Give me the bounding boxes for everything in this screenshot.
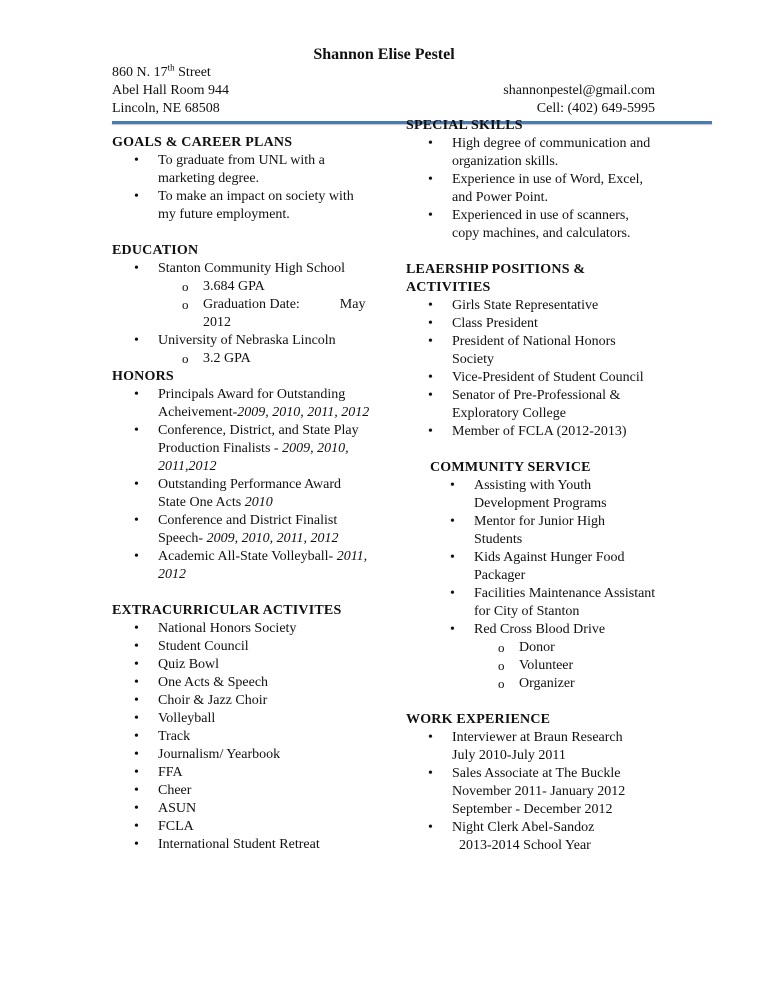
list-item: • University of Nebraska Lincoln (112, 332, 372, 350)
list-item: • Night Clerk Abel-Sandoz 2013-2014 School Year (406, 819, 656, 855)
address-line-city: Lincoln, NE 68508 (112, 101, 220, 116)
list-item: • National Honors Society (112, 620, 372, 638)
list-subitem: o 3.684 GPA (112, 278, 372, 296)
address-line-hall: Abel Hall Room 944 (112, 83, 230, 98)
list-item: • Girls State Representative (406, 297, 656, 315)
education-list (112, 260, 372, 368)
list-item: • Vice-President of Student Council (406, 369, 656, 387)
list-subitem: o Organizer (406, 675, 656, 693)
list-item: • Student Council (112, 638, 372, 656)
list-item: • One Acts & Speech (112, 674, 372, 692)
list-subitem: o 3.2 GPA (112, 350, 372, 368)
list-item: • To graduate from UNL with a marketing degree. (112, 152, 372, 188)
list-item: • High degree of communication and organization skills. (406, 135, 656, 171)
list-item: • Experienced in use of scanners, copy machines, and calculators. (406, 207, 656, 243)
address-block (112, 64, 229, 118)
list-item: • Track (112, 728, 372, 746)
extracurricular-list (112, 620, 372, 854)
list-item: • Conference and District Finalist Speech- 2009, 2010, 2011, 2012 (112, 512, 372, 548)
list-item: • Journalism/ Yearbook (112, 746, 372, 764)
list-item: • Principals Award for Outstanding Acheivement-2009, 2010, 2011, 2012 (112, 386, 372, 422)
skills-list (406, 135, 656, 243)
address-line-street: 860 N. 17th Street (112, 62, 211, 80)
section-heading-honors: HONORS (112, 369, 174, 384)
section-heading-leadership: LEAERSHIP POSITIONS & (406, 262, 586, 277)
section-heading-extracurricular: EXTRACURRICULAR ACTIVITES (112, 603, 342, 618)
resume-name: Shannon Elise Pestel (313, 46, 455, 63)
section-heading-goals: GOALS & CAREER PLANS (112, 135, 293, 150)
list-item: • Sales Associate at The Buckle November 2011- January 2012 September - December 2012 (406, 765, 656, 819)
list-item: • To make an impact on society with my future employment. (112, 188, 372, 224)
section-heading-skills: SPECIAL SKILLS (406, 118, 523, 133)
list-item: • International Student Retreat (112, 836, 372, 854)
section-heading-work: WORK EXPERIENCE (406, 712, 551, 727)
list-item: • Volleyball (112, 710, 372, 728)
honors-list (112, 386, 372, 584)
community-list (406, 477, 656, 693)
list-item: • Member of FCLA (2012-2013) (406, 423, 656, 441)
email-text: shannonpestel@gmail.com (503, 83, 655, 98)
contact-block (503, 82, 655, 118)
list-item: • President of National Honors Society (406, 333, 656, 369)
list-item: • Facilities Maintenance Assistant for City of Stanton (406, 585, 656, 621)
list-item: • FFA (112, 764, 372, 782)
list-item: • Quiz Bowl (112, 656, 372, 674)
list-item: • ASUN (112, 800, 372, 818)
list-subitem: o Graduation Date: May 2012 (112, 296, 372, 332)
list-item: • Academic All-State Volleyball- 2011, 2012 (112, 548, 372, 584)
list-item: • FCLA (112, 818, 372, 836)
goals-list (112, 152, 372, 224)
list-item: • Interviewer at Braun Research July 2010-July 2011 (406, 729, 656, 765)
list-item: • Cheer (112, 782, 372, 800)
right-column (406, 117, 656, 855)
section-heading-education: EDUCATION (112, 243, 199, 258)
list-item: • Experience in use of Word, Excel, and Power Point. (406, 171, 656, 207)
list-item: • Outstanding Performance Award State One Acts 2010 (112, 476, 372, 512)
list-subitem: o Volunteer (406, 657, 656, 675)
list-item: • Assisting with Youth Development Programs (406, 477, 656, 513)
list-item: • Senator of Pre-Professional & Exploratory College (406, 387, 656, 423)
section-heading-leadership-cont: ACTIVITIES (406, 280, 491, 295)
list-item: • Stanton Community High School (112, 260, 372, 278)
list-item: • Red Cross Blood Drive (406, 621, 656, 639)
list-item: • Conference, District, and State Play Production Finalists - 2009, 2010, 2011,2012 (112, 422, 372, 476)
list-subitem: o Donor (406, 639, 656, 657)
list-item: • Choir & Jazz Choir (112, 692, 372, 710)
left-column (112, 134, 372, 854)
phone-text: Cell: (402) 649-5995 (536, 101, 655, 116)
work-list (406, 729, 656, 855)
list-item: • Mentor for Junior High Students (406, 513, 656, 549)
section-heading-community: COMMUNITY SERVICE (430, 460, 591, 475)
list-item: • Kids Against Hunger Food Packager (406, 549, 656, 585)
list-item: • Class President (406, 315, 656, 333)
leadership-list (406, 297, 656, 441)
